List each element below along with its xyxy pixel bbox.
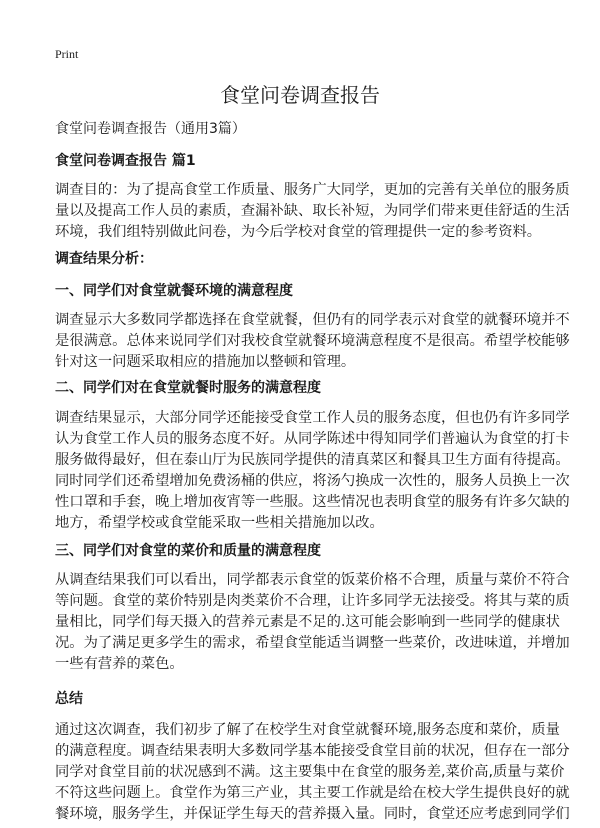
- text-line: 餐环境，服务学生，并保证学生每天的营养摄入量。同时，食堂还应考虑到同学们: [55, 805, 570, 822]
- text-line: 不符这些问题上。食堂作为第三产业，其主要工作就是给在校大学生提供良好的就: [55, 784, 570, 801]
- text-line: 通过这次调查，我们初步了解了在校学生对食堂就餐环境,服务态度和菜价，质量: [55, 722, 560, 738]
- section-heading: 三、同学们对食堂的菜价和质量的满意程度: [55, 543, 321, 559]
- text-line: 同时同学们还希望增加免费汤桶的供应，将汤勺换成一次性的，服务人员换上一次: [55, 472, 570, 489]
- analysis-heading: 调查结果分析：: [55, 251, 153, 267]
- section-heading: 二、同学们对在食堂就餐时服务的满意程度: [55, 380, 321, 396]
- text-line: 性口罩和手套，晚上增加夜宵等一些服。这些情况也表明食堂的服务有许多欠缺的: [55, 493, 570, 510]
- text-line: 调查显示大多数同学都选择在食堂就餐，但仍有的同学表示对食堂的就餐环境并不: [55, 312, 570, 328]
- text-line: 同学对食堂目前的状况感到不满。这主要集中在食堂的服务差,菜价高,质量与菜价: [55, 763, 565, 780]
- text-line: 调查目的：为了提高食堂工作质量、服务广大同学，更加的完善有关单位的服务质: [55, 182, 570, 198]
- section-heading: 一、同学们对食堂就餐环境的满意程度: [55, 283, 293, 299]
- text-line: 针对这一问题采取相应的措施加以整顿和管理。: [55, 353, 356, 370]
- section-paragraph: [55, 310, 570, 373]
- page-title: 食堂问卷调查报告: [220, 83, 380, 107]
- text-line: 环境，我们组特别做此问卷，为今后学校对食堂的管理提供一定的参考资料。: [55, 223, 542, 240]
- text-line: 调查结果显示，大部分同学还能接受食堂工作人员的服务态度，但也仍有许多同学: [55, 410, 570, 426]
- print-link[interactable]: Print: [55, 47, 79, 61]
- text-line: 况。为了满足更多学生的需求，希望食堂能适当调整一些菜价，改进味道，并增加: [55, 634, 570, 651]
- text-line: 地方，希望学校或食堂能采取一些相关措施加以改。: [55, 514, 384, 531]
- doc-subtitle: 食堂问卷调查报告（通用3篇）: [55, 121, 246, 137]
- text-line: 认为食堂工作人员的服务态度不好。从同学陈述中得知同学们普遍认为食堂的打卡: [55, 430, 570, 447]
- text-line: 量以及提高工作人员的素质，查漏补缺、取长补短，为同学们带来更佳舒适的生活: [55, 202, 570, 219]
- text-line: 从调查结果我们可以看出，同学都表示食堂的饭菜价格不合理，质量与菜价不符合: [55, 572, 570, 588]
- text-line: 是很满意。总体来说同学们对我校食堂就餐环境满意程度不是很高。希望学校能够: [55, 332, 570, 349]
- text-line: 一些有营养的菜色。: [55, 655, 184, 672]
- summary-paragraph: [55, 720, 570, 825]
- section-paragraph: [55, 570, 570, 675]
- summary-heading: 总结: [55, 691, 83, 707]
- text-line: 等问题。食堂的菜价特别是肉类菜价不合理，让许多同学无法接受。将其与菜的质: [55, 592, 570, 609]
- intro-paragraph: [55, 180, 570, 243]
- text-line: 服务做得最好，但在泰山厅为民族同学提供的清真菜区和餐具卫生方面有待提高。: [55, 451, 570, 468]
- part-heading: 食堂问卷调查报告 篇1: [55, 153, 196, 169]
- text-line: 的满意程度。调查结果表明大多数同学基本能接受食堂目前的状况，但存在一部分: [55, 742, 570, 759]
- text-line: 量相比，同学们每天摄入的营养元素是不足的.这可能会影响到一些同学的健康状: [55, 613, 560, 630]
- section-paragraph: [55, 408, 570, 533]
